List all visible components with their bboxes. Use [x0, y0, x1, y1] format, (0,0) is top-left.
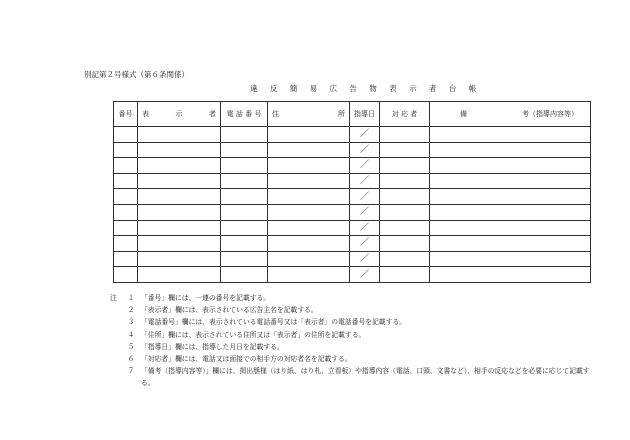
note-text: 「電話番号」欄には、表示されている電話番号又は「表示者」の電話番号を記載する。 — [141, 318, 407, 327]
note-item — [110, 329, 590, 341]
header-number: 番号 — [114, 102, 138, 127]
cell-responder[interactable] — [380, 173, 430, 189]
cell-displayer[interactable] — [138, 220, 221, 236]
form-label: 別記第２号様式（第６条関係） — [84, 70, 189, 79]
cell-address[interactable] — [268, 267, 350, 283]
note-text: 「対応者」欄には、電話又は面接での相手方の対応者名を記載する。 — [141, 355, 352, 364]
cell-address[interactable] — [268, 173, 350, 189]
cell-responder[interactable] — [380, 236, 430, 252]
note-number: ３ — [127, 318, 135, 327]
register-body — [114, 127, 591, 283]
table-row — [114, 173, 591, 189]
cell-remarks[interactable] — [430, 220, 591, 236]
header-responder: 対 応 者 — [380, 102, 430, 127]
cell-number[interactable] — [114, 267, 138, 283]
cell-number[interactable] — [114, 251, 138, 267]
note-item — [110, 353, 590, 365]
cell-responder[interactable] — [380, 204, 430, 220]
table-row — [114, 142, 591, 158]
cell-guidance-date[interactable]: ／ — [350, 267, 380, 283]
cell-remarks[interactable] — [430, 236, 591, 252]
cell-address[interactable] — [268, 158, 350, 174]
table-row — [114, 189, 591, 205]
cell-address[interactable] — [268, 220, 350, 236]
note-number: ７ — [127, 367, 135, 376]
header-address: 住 所 — [268, 102, 350, 127]
cell-guidance-date[interactable]: ／ — [350, 158, 380, 174]
cell-displayer[interactable] — [138, 189, 221, 205]
cell-phone[interactable] — [221, 142, 268, 158]
cell-phone[interactable] — [221, 251, 268, 267]
cell-remarks[interactable] — [430, 251, 591, 267]
cell-number[interactable] — [114, 127, 138, 143]
cell-responder[interactable] — [380, 251, 430, 267]
table-row — [114, 204, 591, 220]
header-guidance-date: 指導日 — [350, 102, 380, 127]
header-displayer: 表 示 者 — [138, 102, 221, 127]
note-item — [110, 292, 590, 304]
cell-responder[interactable] — [380, 142, 430, 158]
cell-phone[interactable] — [221, 267, 268, 283]
cell-phone[interactable] — [221, 158, 268, 174]
cell-number[interactable] — [114, 173, 138, 189]
cell-address[interactable] — [268, 127, 350, 143]
cell-displayer[interactable] — [138, 236, 221, 252]
cell-address[interactable] — [268, 189, 350, 205]
cell-displayer[interactable] — [138, 142, 221, 158]
note-number: ６ — [127, 355, 135, 364]
table-row — [114, 236, 591, 252]
table-row — [114, 220, 591, 236]
cell-responder[interactable] — [380, 267, 430, 283]
header-row — [114, 102, 591, 127]
cell-guidance-date[interactable]: ／ — [350, 189, 380, 205]
header-phone: 電 話 番 号 — [221, 102, 268, 127]
table-row — [114, 158, 591, 174]
note-number: １ — [127, 294, 135, 302]
cell-responder[interactable] — [380, 127, 430, 143]
cell-phone[interactable] — [221, 173, 268, 189]
cell-displayer[interactable] — [138, 267, 221, 283]
cell-remarks[interactable] — [430, 173, 591, 189]
table-row — [114, 127, 591, 143]
note-item — [110, 341, 590, 353]
cell-remarks[interactable] — [430, 127, 591, 143]
cell-address[interactable] — [268, 251, 350, 267]
cell-number[interactable] — [114, 204, 138, 220]
note-text: 「備考（指導内容等）」欄には、掲出態様（はり紙、はり札、立看板）や指導内容（電話、口頭、文書など）、相手の反応などを必要に応じて記載する。 — [141, 367, 590, 388]
cell-remarks[interactable] — [430, 204, 591, 220]
table-row — [114, 267, 591, 283]
cell-number[interactable] — [114, 142, 138, 158]
cell-guidance-date[interactable]: ／ — [350, 236, 380, 252]
document-title: 違 反 簡 易 広 告 物 表 示 者 台 帳 — [250, 84, 482, 93]
cell-remarks[interactable] — [430, 158, 591, 174]
cell-address[interactable] — [268, 142, 350, 158]
cell-phone[interactable] — [221, 236, 268, 252]
cell-number[interactable] — [114, 158, 138, 174]
cell-phone[interactable] — [221, 204, 268, 220]
note-number: ４ — [127, 330, 135, 339]
cell-address[interactable] — [268, 236, 350, 252]
cell-displayer[interactable] — [138, 173, 221, 189]
cell-phone[interactable] — [221, 127, 268, 143]
note-text: 「番号」欄には、一連の番号を記載する。 — [141, 294, 271, 302]
cell-guidance-date[interactable]: ／ — [350, 173, 380, 189]
cell-phone[interactable] — [221, 189, 268, 205]
cell-number[interactable] — [114, 236, 138, 252]
cell-phone[interactable] — [221, 220, 268, 236]
note-text: 「表示者」欄には、表示されている広告主名を記載する。 — [141, 306, 318, 315]
cell-address[interactable] — [268, 204, 350, 220]
cell-guidance-date[interactable]: ／ — [350, 251, 380, 267]
cell-displayer[interactable] — [138, 158, 221, 174]
cell-responder[interactable] — [380, 189, 430, 205]
note-text: 「住所」欄には、表示されている住所又は「表示者」の住所を記載する。 — [141, 330, 366, 339]
note-text: 「指導日」欄には、指導した月日を記載する。 — [141, 342, 284, 351]
cell-displayer[interactable] — [138, 251, 221, 267]
cell-remarks[interactable] — [430, 189, 591, 205]
note-number: ５ — [127, 342, 135, 351]
cell-remarks[interactable] — [430, 267, 591, 283]
note-number: ２ — [127, 306, 135, 315]
register-table — [113, 101, 591, 283]
note-item — [110, 365, 590, 389]
cell-guidance-date[interactable]: ／ — [350, 127, 380, 143]
cell-number[interactable] — [114, 189, 138, 205]
notes — [110, 292, 590, 390]
cell-guidance-date[interactable]: ／ — [350, 142, 380, 158]
cell-displayer[interactable] — [138, 127, 221, 143]
table-row — [114, 251, 591, 267]
cell-displayer[interactable] — [138, 204, 221, 220]
cell-guidance-date[interactable]: ／ — [350, 220, 380, 236]
note-item — [110, 304, 590, 316]
cell-number[interactable] — [114, 220, 138, 236]
note-item — [110, 316, 590, 328]
cell-remarks[interactable] — [430, 142, 591, 158]
note-lead: 注 — [110, 294, 117, 302]
header-remarks: 備 考（指導内容等） — [430, 102, 591, 127]
cell-guidance-date[interactable]: ／ — [350, 204, 380, 220]
cell-responder[interactable] — [380, 220, 430, 236]
cell-responder[interactable] — [380, 158, 430, 174]
